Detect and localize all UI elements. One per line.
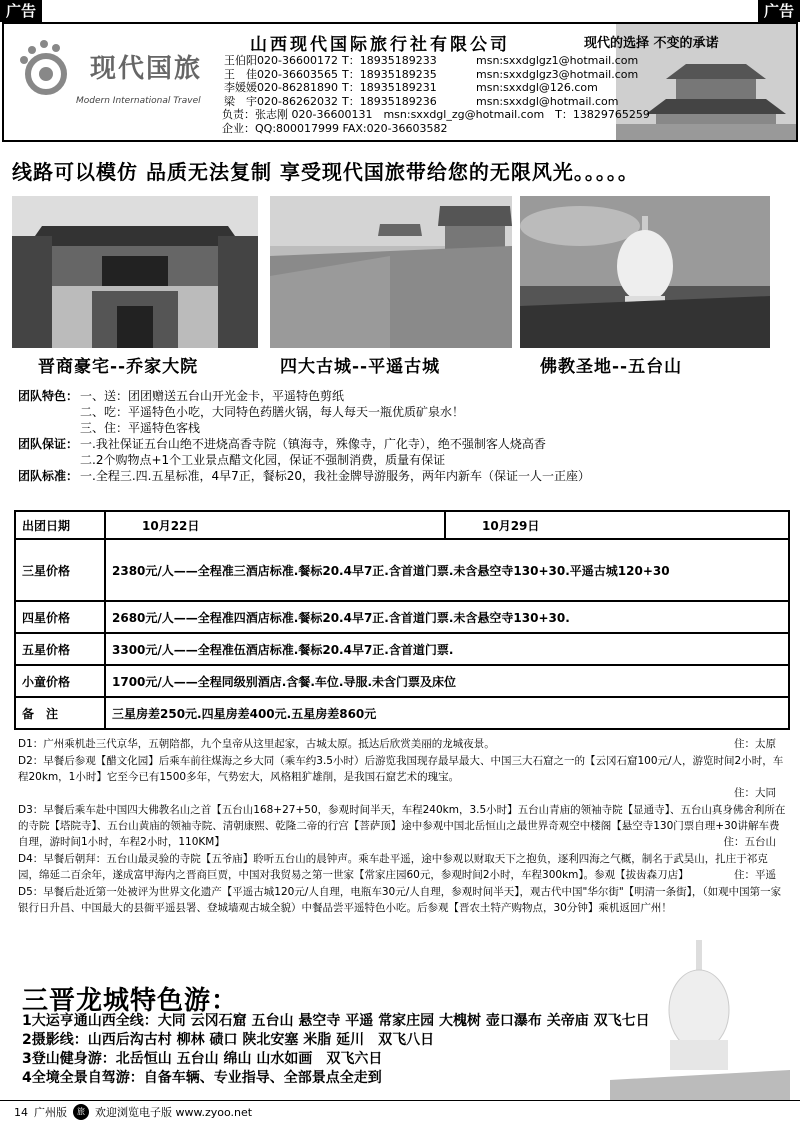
contact-person: 李媛媛020-86281890 (224, 81, 338, 95)
itinerary-text: D1：广州乘机赴三代京华，五朝陪都，九个皇帝从这里起家，古城太原。抵达后欣赏美丽的龙城夜景。 (18, 738, 495, 750)
contact-person: 王 佳020-36603565 (224, 67, 338, 81)
feature-item: 二、吃：平遥特色小吃，大同特色药膳火锅，每人每天一瓶优质矿泉水！ (80, 405, 465, 419)
price-value: 2380元/人——全程准三酒店标准.餐标20.4早7正.含首道门票.未含悬空寺130+30.平遥古城120+30 (105, 539, 789, 601)
contact-tel: T：18935189231 (342, 81, 437, 95)
itinerary-stay: 住：大同 (734, 787, 776, 799)
date-label: 出团日期 (15, 511, 105, 539)
itinerary-stay: 住：五台山 (723, 836, 776, 848)
table-row (15, 697, 789, 729)
photo-caption: 晋商豪宅--乔家大院 (38, 357, 199, 377)
contact-tel: T：18935189233 (342, 54, 437, 67)
itinerary-text: D4：早餐后朝拜：五台山最灵验的寺院【五爷庙】聆听五台山的晨钟声。乘车赴平遥，途中参观以财取天下之抱负，逐利四海之气概，制名于武昊山，扎庄于祁克园，绵延二百余年，遂成富甲海内之晋商巨贾，中国对我贸易之第一世家【常家庄园60元，参观时间2小时，车程300km】。参观【拔齿森刀店】 (18, 853, 768, 881)
feature-label: 团队标准： (18, 469, 79, 483)
photo-caption: 四大古城--平遥古城 (280, 357, 441, 377)
page-footer (14, 1104, 252, 1120)
promo-title: 三晋龙城特色游： (22, 986, 239, 1016)
departure-date: 10月22日 (105, 511, 445, 539)
feature-item: 一.我社保证五台山绝不进烧高香寺院（镇海寺，殊像寺，广化寺），绝不强制客人烧高香 (80, 437, 546, 451)
company-header (2, 22, 798, 142)
feature-row (18, 452, 788, 468)
logo-text: 现代国旅 (90, 54, 203, 84)
feature-item: 一、送：团团赠送五台山开光金卡，平遥特色剪纸 (80, 389, 345, 403)
itinerary-day (18, 802, 786, 850)
photo-caption: 佛教圣地--五台山 (540, 357, 683, 377)
itinerary-day (18, 736, 786, 752)
itinerary-day (18, 884, 786, 916)
feature-label: 团队特色： (18, 389, 79, 403)
contact-msn: msn:sxxdglgz1@hotmail.com (476, 54, 639, 67)
company-logo (14, 36, 214, 126)
photo-qiao-family-compound (12, 196, 258, 348)
footer-website[interactable]: 欢迎浏览电子版 www.zyoo.net (95, 1106, 253, 1119)
contact-list (222, 54, 650, 136)
itinerary-stay: 住：太原 (734, 738, 776, 750)
logo-english: Modern International Travel (76, 96, 201, 106)
tagline: 线路可以模仿 品质无法复制 享受现代国旅带给您的无限风光。。。。。 (12, 160, 639, 184)
contact-tel: T：18935189236 (342, 94, 437, 108)
price-value: 2680元/人——全程准四酒店标准.餐标20.4早7正.含首道门票.未含悬空寺130+30. (105, 601, 789, 633)
feature-label: 团队保证： (18, 437, 79, 451)
price-label: 小童价格 (15, 665, 105, 697)
ad-label-right: 广告 (758, 0, 800, 22)
table-row (15, 601, 789, 633)
price-label: 备 注 (15, 697, 105, 729)
manager-contact: 负责：张志刚 020-36600131 msn:sxxdgl_zg@hotmail.com T：13829765259 (222, 108, 650, 122)
itinerary-day (18, 851, 786, 883)
contact-msn: msn:sxxdgl@hotmail.com (476, 94, 619, 108)
promo-routes (22, 1012, 650, 1088)
contact-row (222, 54, 650, 68)
contact-msn: msn:sxxdglgz3@hotmail.com (476, 67, 639, 81)
itinerary-day (18, 753, 786, 801)
feature-row (18, 420, 788, 436)
footer-divider (0, 1100, 800, 1101)
contact-person: 王伯阳020-36600172 (224, 54, 338, 67)
contact-person: 梁 宇020-86262032 (224, 94, 338, 108)
price-table (14, 510, 790, 730)
feature-row (18, 388, 788, 404)
ad-label-left: 广告 (0, 0, 42, 22)
departure-date: 10月29日 (445, 511, 789, 539)
logo-swirl-icon (14, 36, 84, 106)
team-features (18, 388, 788, 484)
promo-route: 1大运亨通山西全线：大同 云冈石窟 五台山 悬空寺 平遥 常家庄园 大槐树 壶口瀑布 关帝庙 双飞七日 (22, 1013, 650, 1029)
photo-wutai-stupa (520, 196, 770, 348)
price-value: 1700元/人——全程同级别酒店.含餐.车位.导服.未含门票及床位 (105, 665, 789, 697)
itinerary-text: D5：早餐后赴近第一处被评为世界文化遗产【平遥古城120元/人自理，电瓶车30元/人自理，参观时间半天】，观古代中国"华尔街"【明清一条街】，（如观中国第一家银行日升昌、中国最大的县衙平遥县署、登城墙观古城全貌）中餐品尝平遥特色小吃。后参观【晋农土特产购物点，30分钟】乘机返回广州！ (18, 886, 782, 914)
feature-row (18, 404, 788, 420)
feature-item: 二.2个购物点+1个工业景点醋文化园，保证不强制消费，质量有保证 (80, 453, 446, 467)
feature-row (18, 468, 788, 484)
price-label: 四星价格 (15, 601, 105, 633)
company-name: 山西现代国际旅行社有限公司 (250, 35, 510, 55)
edition-label: 广州版 (34, 1106, 67, 1119)
promo-route: 2摄影线：山西后沟古村 柳林 碛口 陕北安塞 米脂 延川 双飞八日 (22, 1032, 435, 1048)
photo-pingyao-city-wall (270, 196, 512, 348)
itinerary (18, 736, 786, 917)
page-number: 14 (14, 1105, 28, 1119)
contact-tel: T：18935189235 (342, 67, 437, 81)
price-value: 三星房差250元.四星房差400元.五星房差860元 (105, 697, 789, 729)
corp-contact: 企业：QQ:800017999 FAX:020-36603582 (222, 121, 448, 135)
contact-row (222, 81, 650, 95)
feature-item: 三、住：平遥特色客栈 (80, 421, 201, 435)
contact-row (222, 95, 650, 109)
promo-route: 4全境全景自驾游：自备车辆、专业指导、全部景点全走到 (22, 1070, 382, 1086)
table-row (15, 665, 789, 697)
promo-route: 3登山健身游：北岳恒山 五台山 绵山 山水如画 双飞六日 (22, 1051, 383, 1067)
table-row (15, 511, 789, 539)
itinerary-stay: 住：平遥 (734, 869, 776, 881)
company-slogan: 现代的选择 不变的承诺 (584, 36, 719, 51)
contact-msn: msn:sxxdgl@126.com (476, 81, 598, 95)
itinerary-text: D2：早餐后参观【醋文化园】后乘车前往煤海之乡大同（乘车约3.5小时）后游览我国现存最早最大、中国三大石窟之一的【云冈石窟100元/人，游览时间2小时，车程20km，1小时】它至今已有1500多年，气势宏大，风格粗犷雄削，是我国石窟艺术的瑰宝。 (18, 755, 784, 783)
table-row (15, 539, 789, 601)
price-label: 三星价格 (15, 539, 105, 601)
table-row (15, 633, 789, 665)
feature-item: 一.全程三.四.五星标准，4早7正，餐标20，我社金牌导游服务，两年内新车（保证一人一正座） (80, 469, 590, 483)
contact-row (222, 68, 650, 82)
price-value: 3300元/人——全程准伍酒店标准.餐标20.4早7正.含首道门票. (105, 633, 789, 665)
itinerary-text: D3：早餐后乘车赴中国四大佛教名山之首【五台山168+27+50，参观时间半天，车程240km，3.5小时】五台山青庙的领袖寺院【显通寺】、五台山真身佛舍利所在的寺院【塔院寺】、五台山黄庙的领袖寺院、清朝康熙、乾隆二帝的行宫【菩萨顶】途中参观中国北岳恒山之最世界奇观空中楼阁【悬空寺130门票自理+30讲解车费自理，游时间1小时，车程2小时，110KM】 (18, 804, 786, 848)
feature-row (18, 436, 788, 452)
edition-badge-icon: 旅 (73, 1104, 89, 1120)
price-label: 五星价格 (15, 633, 105, 665)
